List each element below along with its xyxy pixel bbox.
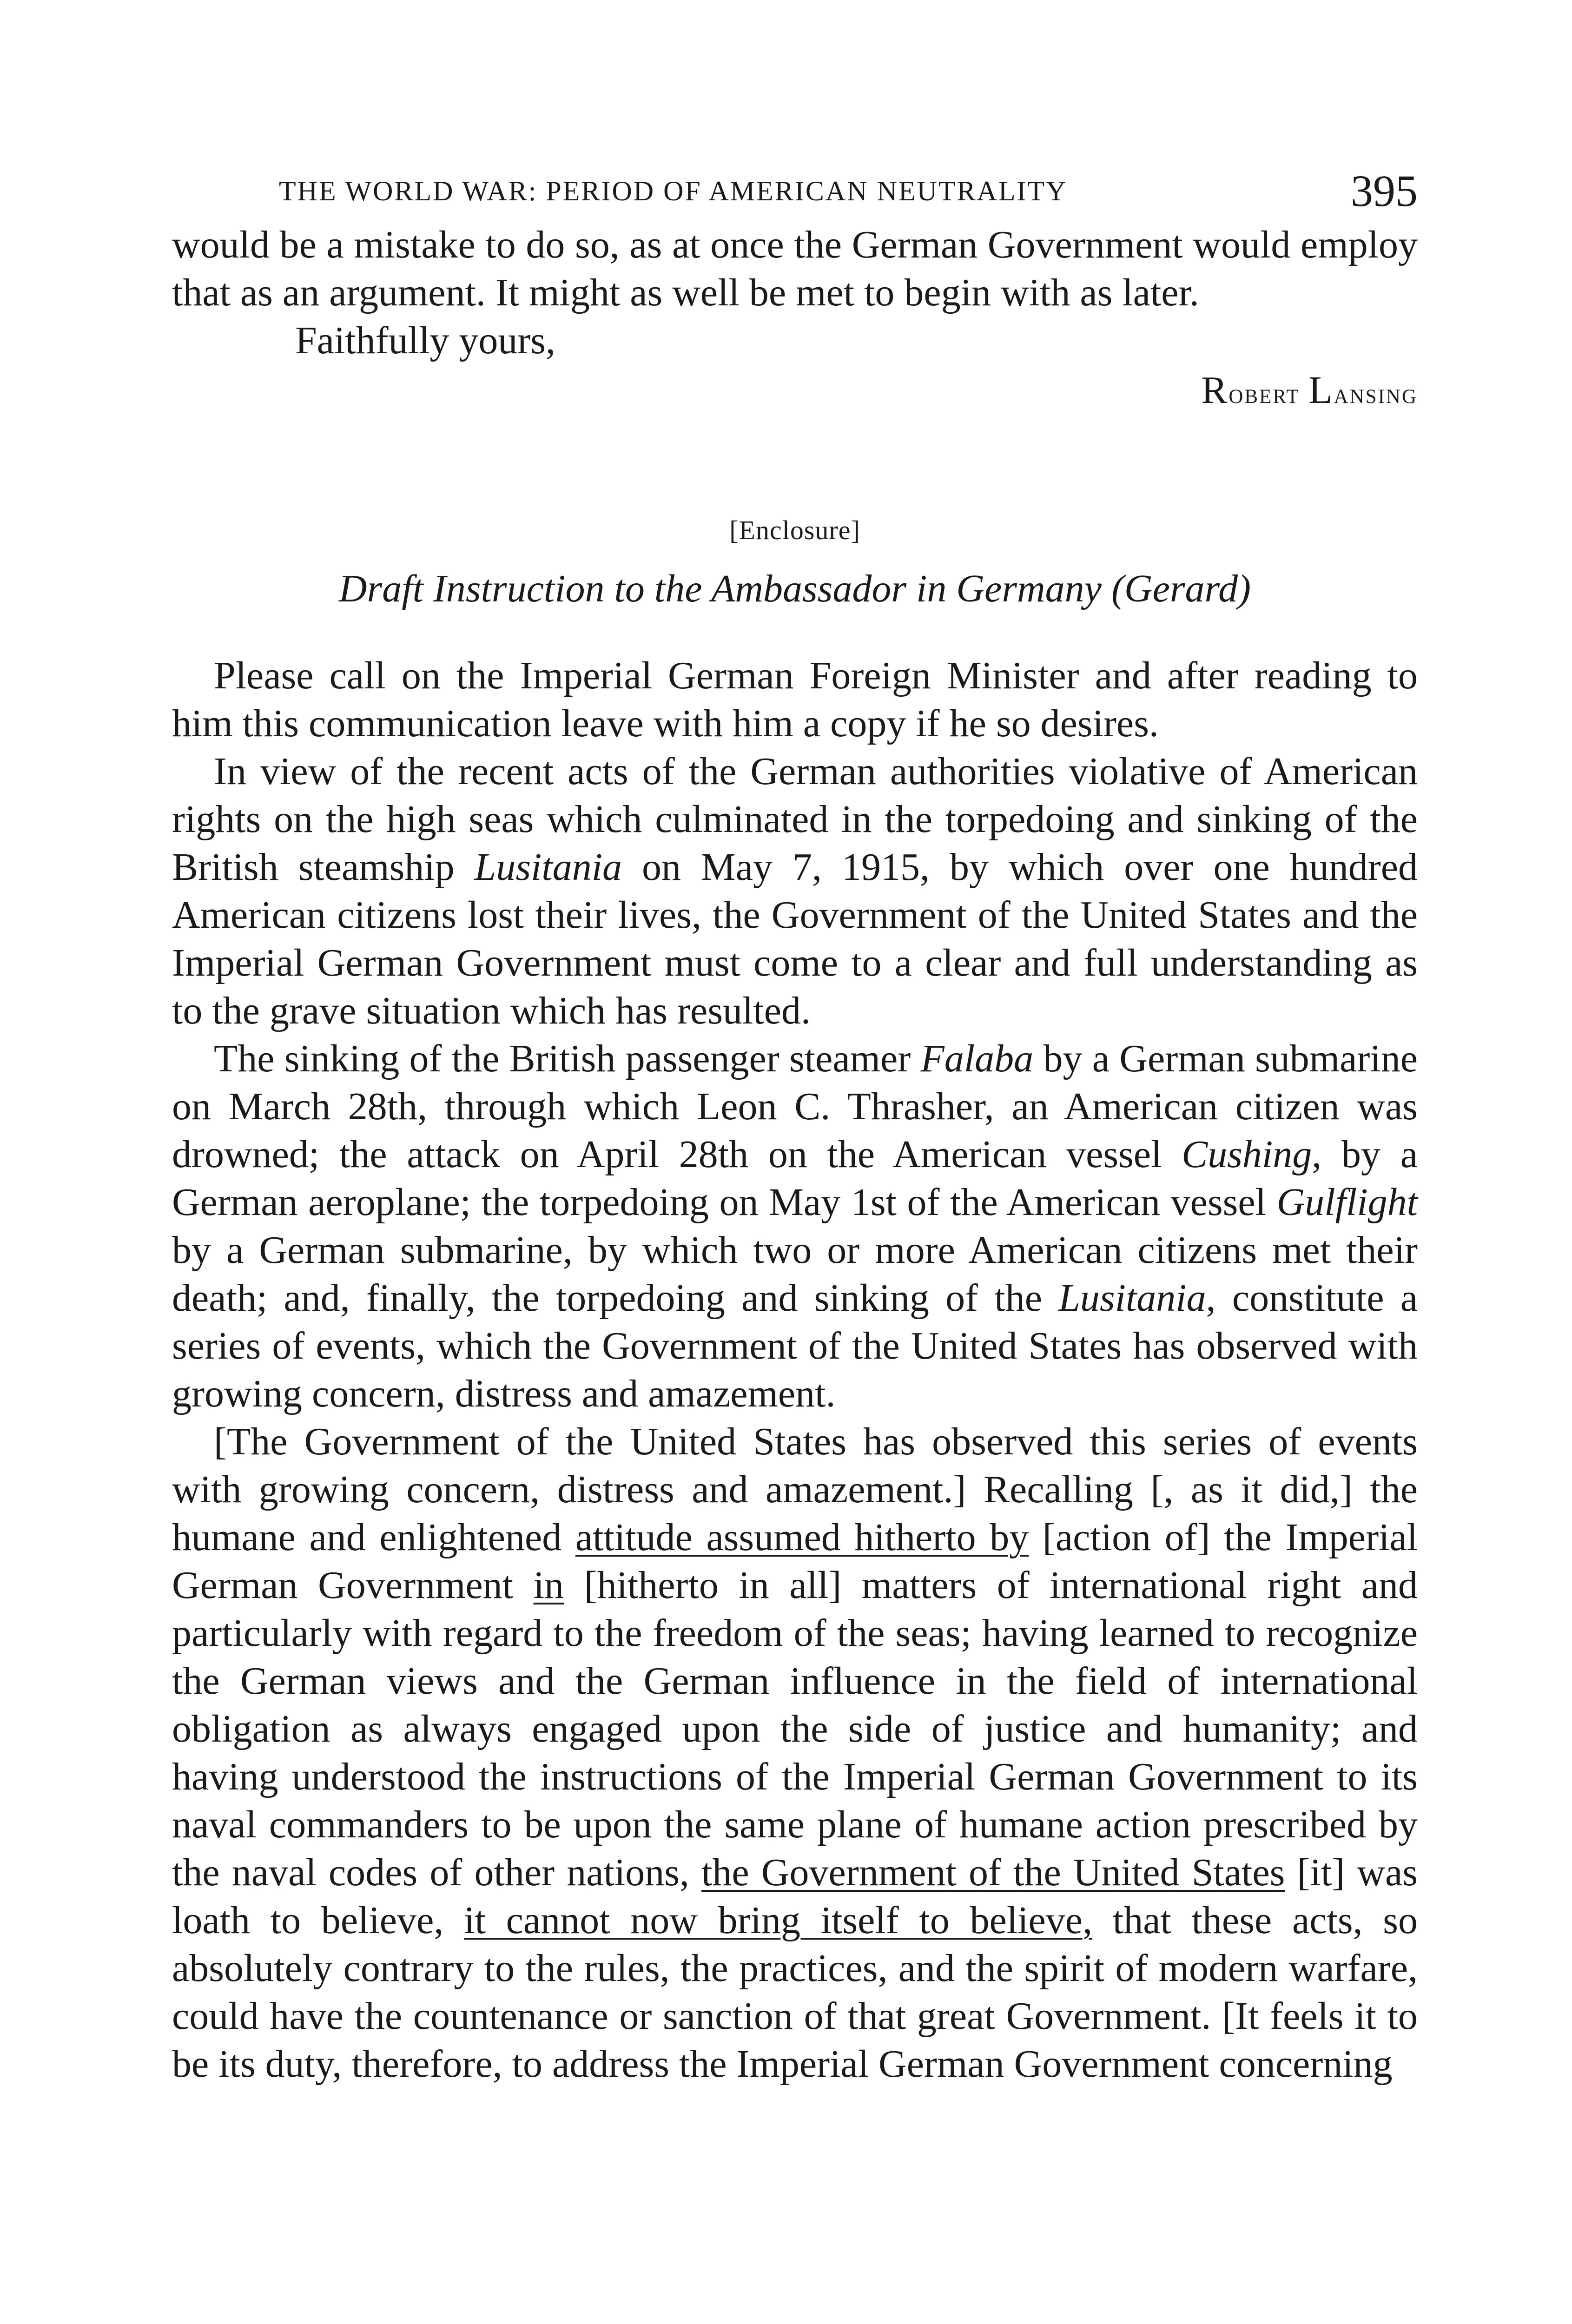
signature-first-initial: R [1201,369,1229,412]
running-head [172,165,1418,221]
paragraph-4-part-e: that these acts, so absolutely contrary to the rules, the practices, and the spirit of modern warfare, could have the countenance or sanction of that great Government. [It feels it to be its duty, therefore, to address the Imperial German Government concerning [172,1899,1418,2086]
signature-first-rest: obert [1229,378,1300,409]
paragraph-3-part-e: , constitute a series of events, which the Government of the United States has observed with growing concern, distress and amazement. [172,1276,1418,1415]
paragraph-4-part-a: [The Government of the United States has observed this series of events with growing concern, distress and amazement.] Recalling [, as it did,] the humane and enlightened [172,1420,1418,1559]
letter-continuation: would be a mistake to do so, as at once the German Government would employ that as an argument. It might as well be met to begin with as later. [172,223,1418,314]
paragraph-1: Please call on the Imperial German Foreign Minister and after reading to him this communication leave with him a copy if he so desires. [172,654,1418,745]
page-number: 395 [1351,166,1418,216]
underlined-insertion: attitude assumed hitherto by [575,1516,1029,1559]
enclosure-label: [Enclosure] [729,515,860,545]
paragraph-2 [172,747,1418,1035]
paragraph-3-part-a: The sinking of the British passenger steamer [214,1037,921,1080]
signature-last-initial: L [1308,369,1334,412]
ship-name: Falaba [920,1037,1034,1080]
paragraph-4-part-d: [it] was loath to believe, [172,1851,1418,1942]
paragraph-3-part-c: , by a German aeroplane; the torpedoing on May 1st of the American vessel [172,1133,1418,1224]
paragraph-3 [172,1035,1418,1418]
document-page [172,165,1418,2088]
signature [172,367,1418,417]
paragraph-4 [172,1418,1418,2088]
paragraph-4-part-c: [hitherto in all] matters of international right and particularly with regard to the freedom of the seas; having learned to recognize the German views and the German influence in the field of international obligation as always engaged upon the side of justice and humanity; and having understood the instructions of the Imperial German Government to its naval commanders to be upon the same plane of humane action prescribed by the naval codes of other nations, [172,1564,1418,1894]
paragraph-2-part-b: on May 7, 1915, by which over one hundred American citizens lost their lives, the Government of the United States and the Imperial German Government must come to a clear and full understanding as to the grave situation which has resulted. [172,845,1418,1032]
signature-last-rest: ansing [1334,378,1418,409]
paragraph-2-part-a: In view of the recent acts of the German authorities violative of American rights on the high seas which culminated in the torpedoing and sinking of the British steamship [172,750,1418,889]
paragraph-3-part-d: by a German submarine, by which two or more American citizens met their death; and, finally, the torpedoing and sinking of the [172,1228,1418,1320]
underlined-insertion: in [533,1564,564,1607]
ship-name: Lusitania [1058,1276,1206,1320]
enclosure-title: Draft Instruction to the Ambassador in Germany (Gerard) [338,567,1251,610]
letter-closing: Faithfully yours, [295,319,555,362]
ship-name: Gulflight [1276,1181,1418,1224]
ship-name: Lusitania [474,845,622,889]
running-title: THE WORLD WAR: PERIOD OF AMERICAN NEUTRALITY [279,176,1068,206]
paragraph-3-part-b: by a German submarine on March 28th, through which Leon C. Thrasher, an American citizen was drowned; the attack on April 28th on the American vessel [172,1037,1418,1176]
ship-name: Cushing [1182,1133,1312,1176]
underlined-insertion: it cannot now bring itself to believe, [464,1899,1093,1942]
paragraph-4-part-b: [action of] the Imperial German Government [172,1516,1418,1607]
underlined-insertion: the Government of the United States [701,1851,1285,1894]
